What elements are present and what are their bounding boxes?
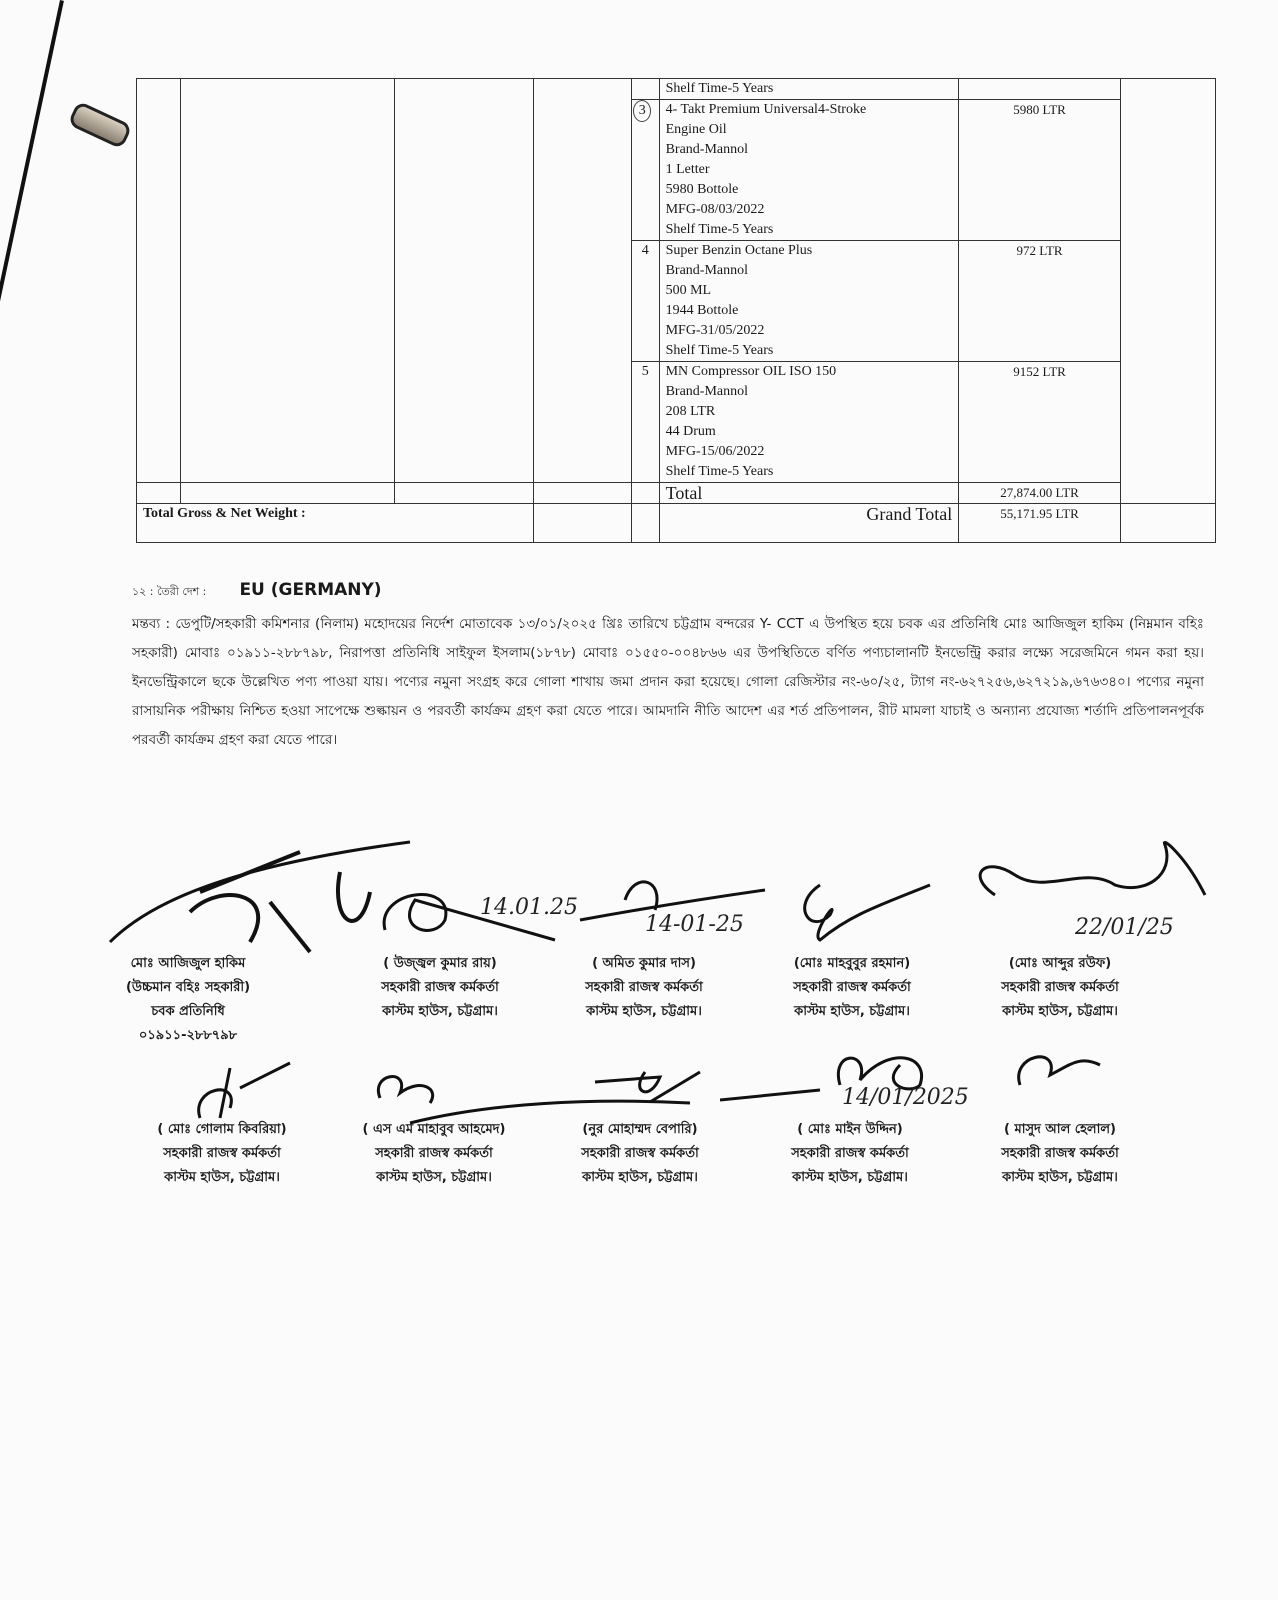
item-line: 1944 Bottole — [665, 303, 739, 318]
signatory-office: কাস্টম হাউস, চট্টগ্রাম। — [586, 1004, 702, 1019]
signature-date: 14-01-25 — [645, 912, 744, 937]
item-line: MFG-08/03/2022 — [665, 202, 765, 217]
item-line: Brand-Mannol — [665, 263, 749, 278]
signatory-designation: (উচ্চমান বহিঃ সহকারী) — [125, 980, 251, 995]
signatory-office: কাস্টম হাউস, চট্টগ্রাম। — [792, 1170, 908, 1185]
item-line: Brand-Mannol — [665, 384, 749, 399]
item-line: 5980 Bottole — [665, 182, 739, 197]
signatory-designation: সহকারী রাজস্ব কর্মকর্তা — [1001, 980, 1119, 995]
signature-date: 22/01/25 — [1075, 915, 1174, 940]
signatory-designation: সহকারী রাজস্ব কর্মকর্তা — [163, 1146, 281, 1161]
signatory-name: ( অমিত কুমার দাস) — [592, 956, 696, 971]
grand-total-value: 55,171.95 LTR — [959, 504, 1121, 543]
signatory-office: কাস্টম হাউস, চট্টগ্রাম। — [582, 1170, 698, 1185]
signatory-block — [960, 952, 1160, 1024]
item-serial: 4 — [631, 241, 659, 362]
country-label: ১২ : তৈরী দেশ : — [132, 585, 207, 598]
item-serial: 5 — [631, 362, 659, 483]
item-line: MFG-15/06/2022 — [665, 444, 765, 459]
signatory-block — [334, 1118, 534, 1190]
item-line: 1 Letter — [665, 162, 710, 177]
signatory-name: ( মাসুদ আল হেলাল) — [1004, 1122, 1116, 1137]
item-line: Shelf Time-5 Years — [665, 464, 774, 479]
item-line: Shelf Time-5 Years — [665, 81, 774, 96]
total-row — [137, 483, 1216, 504]
signatory-block — [960, 1118, 1160, 1190]
item-quantity: 9152 LTR — [959, 362, 1121, 483]
signatory-office: চবক প্রতিনিধি — [151, 1004, 225, 1019]
signatory-name: (মোঃ আব্দুর রউফ) — [1008, 956, 1112, 971]
inventory-table — [136, 78, 1216, 543]
item-quantity: 5980 LTR — [959, 100, 1121, 241]
grand-total-row — [137, 504, 1216, 543]
item-line: MN Compressor OIL ISO 150 — [665, 364, 837, 379]
signatory-name: (মোঃ মাহবুবুর রহমান) — [793, 956, 911, 971]
signatory-block — [122, 1118, 322, 1190]
signature-date: 14/01/2025 — [842, 1085, 969, 1110]
signatory-block — [544, 952, 744, 1024]
signatory-office: কাস্টম হাউস, চট্টগ্রাম। — [794, 1004, 910, 1019]
gross-net-weight-label: Total Gross & Net Weight : — [137, 504, 534, 543]
signatory-phone: ০১৯১১-২৮৮৭৯৮ — [138, 1028, 238, 1043]
signature-mark — [965, 835, 1215, 915]
item-line: 208 LTR — [665, 404, 716, 419]
signatory-block — [340, 952, 540, 1024]
signatory-designation: সহকারী রাজস্ব কর্মকর্তা — [375, 1146, 493, 1161]
item-line: MFG-31/05/2022 — [665, 323, 765, 338]
signatory-name: মোঃ আজিজুল হাকিম — [130, 956, 246, 971]
item-line: Shelf Time-5 Years — [665, 222, 774, 237]
item-line: 500 ML — [665, 283, 712, 298]
country-value: EU (GERMANY) — [239, 580, 382, 600]
country-of-origin — [132, 580, 382, 602]
grand-total-label: Grand Total — [659, 504, 959, 543]
signatory-block — [750, 1118, 950, 1190]
signatory-block — [88, 952, 288, 1048]
signature-date: 14.01.25 — [480, 895, 578, 920]
signatory-name: ( উজ্জ্বল কুমার রায়) — [383, 956, 497, 971]
signatory-name: ( মোঃ গোলাম কিবরিয়া) — [157, 1122, 287, 1137]
signature-mark — [790, 875, 950, 945]
item-line: Super Benzin Octane Plus — [665, 243, 813, 258]
binder-cord — [0, 0, 64, 549]
signature-mark — [590, 1062, 710, 1122]
signatory-name: ( এস এম মাহাবুব আহমেদ) — [362, 1122, 506, 1137]
signatory-office: কাস্টম হাউস, চট্টগ্রাম। — [164, 1170, 280, 1185]
signatory-designation: সহকারী রাজস্ব কর্মকর্তা — [581, 1146, 699, 1161]
item-line: Engine Oil — [665, 122, 727, 137]
signatory-designation: সহকারী রাজস্ব কর্মকর্তা — [791, 1146, 909, 1161]
item-line: Shelf Time-5 Years — [665, 343, 774, 358]
signatory-office: কাস্টম হাউস, চট্টগ্রাম। — [1002, 1004, 1118, 1019]
item-line: 44 Drum — [665, 424, 716, 439]
total-label: Total — [659, 483, 959, 504]
remarks-paragraph: মন্তব্য : ডেপুটি/সহকারী কমিশনার (নিলাম) মহোদয়ের নির্দেশ মোতাবেক ১৩/০১/২০২৫ খ্রিঃ তারিখে চট্টগ্রাম বন্দরের Y- CCT এ উপস্থিত হয়ে চবক এর প্রতিনিধি মোঃ আজিজুল হাকিম (নিম্নমান বহিঃ সহকারী) মোবাঃ ০১৯১১-২৮৮৭৯৮, নিরাপত্তা প্রতিনিধি সাইফুল ইসলাম(১৮৭৮) মোবাঃ ০১৫৫০-০০৪৮৬৬ এর উপস্থিতিতে বর্ণিত পণ্যচালানটি ইনভেন্ট্রি করার লক্ষ্যে সরেজমিনে গমন করা হয়। ইনভেন্ট্রিকালে ছকে উল্লেখিত পণ্য পাওয়া যায়। পণ্যের নমুনা সংগ্রহ করে গোলা শাখায় জমা প্রদান করা হয়েছে। গোলা রেজিস্টার নং-৬০/২৫, ট্যাগ নং-৬২৭২৫৬,৬২৭২১৯,৬৭৬৩৪০। পণ্যের নমুনা রাসায়নিক পরীক্ষায় নিশ্চিত হওয়া সাপেক্ষে শুল্কায়ন ও পরবর্তী কার্যক্রম গ্রহণ করা যেতে পারে। আমদানি নীতি আদেশ এর শর্ত প্রতিপালন, রীট মামলা যাচাই ও অন্যান্য প্রযোজ্য শর্তাদি প্রতিপালনপূর্বক পরবর্তী কার্যক্রম গ্রহণ করা যেতে পারে। — [132, 616, 1204, 748]
signature-mark — [1010, 1045, 1110, 1095]
signatory-designation: সহকারী রাজস্ব কর্মকর্তা — [381, 980, 499, 995]
signatory-designation: সহকারী রাজস্ব কর্মকর্তা — [585, 980, 703, 995]
signatory-name: (নুর মোহাম্মদ বেপারি) — [582, 1122, 698, 1137]
item-line: Brand-Mannol — [665, 142, 749, 157]
signatory-name: ( মোঃ মাইন উদ্দিন) — [797, 1122, 903, 1137]
item-quantity: 972 LTR — [959, 241, 1121, 362]
table-row — [137, 79, 1216, 100]
signatory-block — [752, 952, 952, 1024]
signatory-office: কাস্টম হাউস, চট্টগ্রাম। — [1002, 1170, 1118, 1185]
signature-mark — [100, 832, 420, 962]
signatory-designation: সহকারী রাজস্ব কর্মকর্তা — [1001, 1146, 1119, 1161]
signatory-designation: সহকারী রাজস্ব কর্মকর্তা — [793, 980, 911, 995]
signatory-office: কাস্টম হাউস, চট্টগ্রাম। — [382, 1004, 498, 1019]
total-value: 27,874.00 LTR — [959, 483, 1121, 504]
signatory-office: কাস্টম হাউস, চট্টগ্রাম। — [376, 1170, 492, 1185]
signatory-block — [540, 1118, 740, 1190]
item-serial: 3 — [633, 100, 651, 122]
item-line: 4- Takt Premium Universal4-Stroke — [665, 102, 867, 117]
binder-clip — [67, 101, 132, 150]
